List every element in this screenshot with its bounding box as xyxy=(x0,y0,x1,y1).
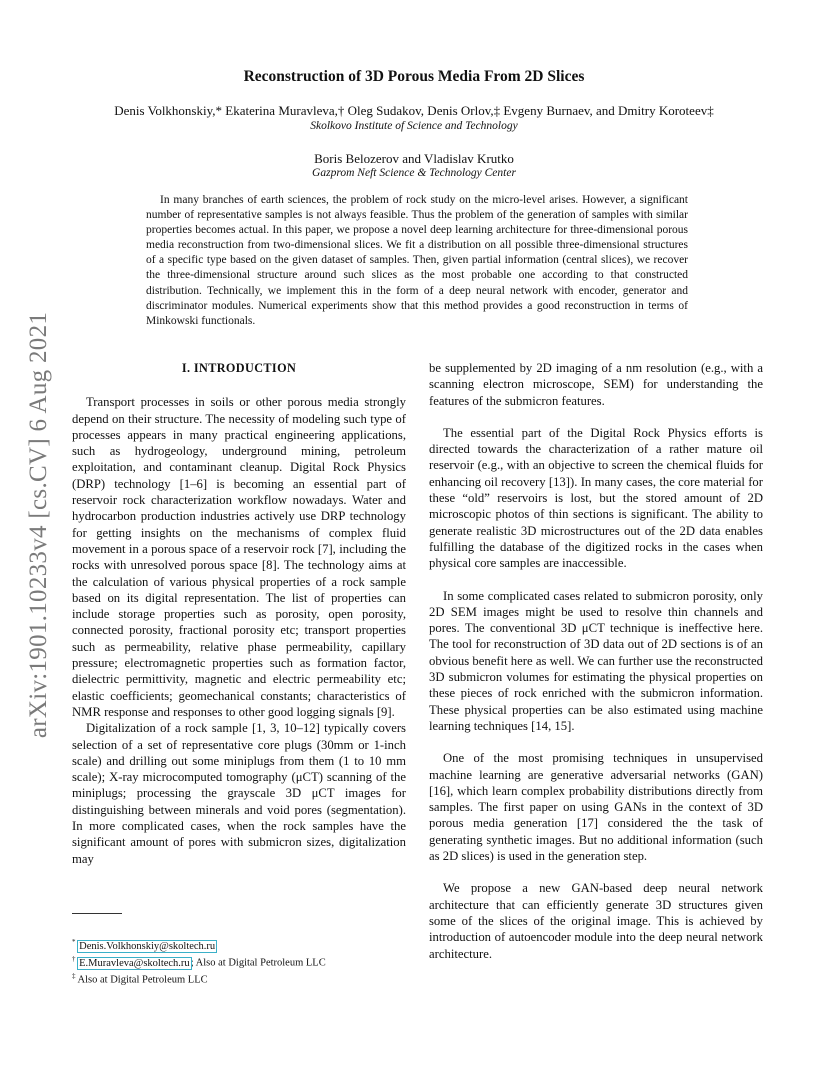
footnote-item xyxy=(72,970,412,987)
arxiv-identifier-stamp xyxy=(22,290,56,760)
footnote-note: Also at Digital Petroleum LLC xyxy=(77,974,208,986)
affiliation-gazprom: Gazprom Neft Science & Technology Center xyxy=(312,167,516,179)
affiliation-skoltech: Skolkovo Institute of Science and Technology xyxy=(310,120,518,132)
footnote-mark: † xyxy=(72,955,76,963)
right-column xyxy=(429,360,763,962)
paragraph: One of the most promising techniques in unsupervised machine learning are generative adversarial networks (GAN) [16], which learn complex probability distributions directly from samples. The first paper on using GANs in the context of 3D porous media generation [17] considered the the task of generating synthetic images. But no additional information (such as 2D slices) is used in the generation step. xyxy=(429,751,763,864)
abstract: In many branches of earth sciences, the problem of rock study on the micro-level arises. However, a significant number of representative samples is not always feasible. Thus the problem of the generation of samples with similar properties becomes actual. In this paper, we propose a novel deep learning architecture for three-dimensional porous media reconstruction from two-dimensional slices. We fit a distribution on all possible three-dimensional structures of a specific type based on the given dataset of samples. Then, given partial information (central slices), we recover the three-dimensional structure around such slices as the most probable one according to that constructed distribution. Technically, we implement this in the form of a deep neural network with encoder, generator and discriminator modules. Numerical experiments show that this method provides a good reconstruction in terms of Minkowski functionals. xyxy=(146,194,688,327)
paper-title: Reconstruction of 3D Porous Media From 2D Slices xyxy=(243,68,585,85)
author-list: Denis Volkhonskiy,* Ekaterina Muravleva,† Oleg Sudakov, Denis Orlov,‡ Evgeny Burnaev, and Dmitry Koroteev‡ xyxy=(114,103,714,118)
footnote-mark: * xyxy=(72,938,76,946)
footnote-item xyxy=(72,953,412,970)
footnotes xyxy=(72,936,412,987)
paragraph: Digitalization of a rock sample [1, 3, 10–12] typically covers selection of a set of representative core plugs (30mm or 1-inch scale) and drilling out some miniplugs from them (1 to 10 mm scale); X-ray microcomputed tomography (μCT) scanning of the miniplugs; processing the grayscale 3D μCT images for distinguishing between minerals and void pores (segmentation). In more complicated cases, when the rock samples have the significant amount of pores with submicron sizes, digitalization may xyxy=(72,721,406,866)
section-heading-introduction: I. INTRODUCTION xyxy=(181,361,297,375)
paragraph: The essential part of the Digital Rock Physics efforts is directed towards the characterization of a rather mature oil reservoir (e.g., with an objective to screen the chemical fluids for enhancing oil recovery [13]). In many cases, the core material for these “old” reservoirs is lost, but the stored amount of 2D microscopic photos of thin sections is significant. The ability to generate realistic 3D microstructures out of the 2D data enables fulfilling the database of the digitized rocks in the cases when physical core samples are inaccessible. xyxy=(429,425,763,571)
email-link[interactable]: Denis.Volkhonskiy@skoltech.ru xyxy=(79,940,216,952)
email-link[interactable]: E.Muravleva@skoltech.ru xyxy=(79,957,190,969)
arxiv-identifier-text: arXiv:1901.10233v4 [cs.CV] 6 Aug 2021 xyxy=(25,311,53,739)
footnote-note: ; Also at Digital Petroleum LLC xyxy=(190,957,326,969)
paragraph: We propose a new GAN-based deep neural network architecture that can efficiently generate 3D structures given some of the slices of the original image. This is achieved by introduction of autoencoder module into the deep neural network architecture. xyxy=(429,881,763,961)
paragraph: be supplemented by 2D imaging of a nm resolution (e.g., with a scanning electron microscope, SEM) for understanding the features of the submicron features. xyxy=(429,361,763,408)
footnote-separator xyxy=(72,913,122,914)
author-list-secondary: Boris Belozerov and Vladislav Krutko xyxy=(314,151,514,166)
footnote-mark: ‡ xyxy=(72,972,76,980)
footnote-item xyxy=(72,936,412,953)
paragraph: Transport processes in soils or other porous media strongly depend on their structure. The necessity of modeling such type of processes appears in many practical engineering applications, such as hydrogeology, underground mining, petroleum exploitation, and contaminant cleanup. Digital Rock Physics (DRP) technology [1–6] is becoming an essential part of reservoir rock characterization workflow nowadays. Water and hydrocarbon production industries actively use DRP technology for getting insights on the mechanisms of complex fluid movement in a porous space of a reservoir rock [7], including the rocks with unresolved porous space [8]. The technology aims at the calculation of various physical properties of a rock sample based on its digital representation. The list of properties can include storage properties such as porosity, open porosity, connected porosity, fractional porosity etc; transport properties such as permeability, relative phase permeability, capillary pressure; electromagnetic properties such as formation factor, dielectric permittivity, magnetic and electric permeability etc; elastic coefficients; geomechanical constants; characteristics of NMR response and responses to other good logging signals [9]. xyxy=(72,395,406,719)
left-column xyxy=(72,358,406,867)
paragraph: In some complicated cases related to submicron porosity, only 2D SEM images might be used to resolve thin channels and pores. The conventional 3D μCT technique is ineffective here. The tool for reconstruction of 3D data out of 2D sections is of an obvious benefit here as well. We can further use the reconstructed 3D submicron volumes for estimating the physical properties on these pieces of rock enriched with the submicron information. These physical properties can be also estimated using machine learning techniques [14, 15]. xyxy=(429,588,763,733)
